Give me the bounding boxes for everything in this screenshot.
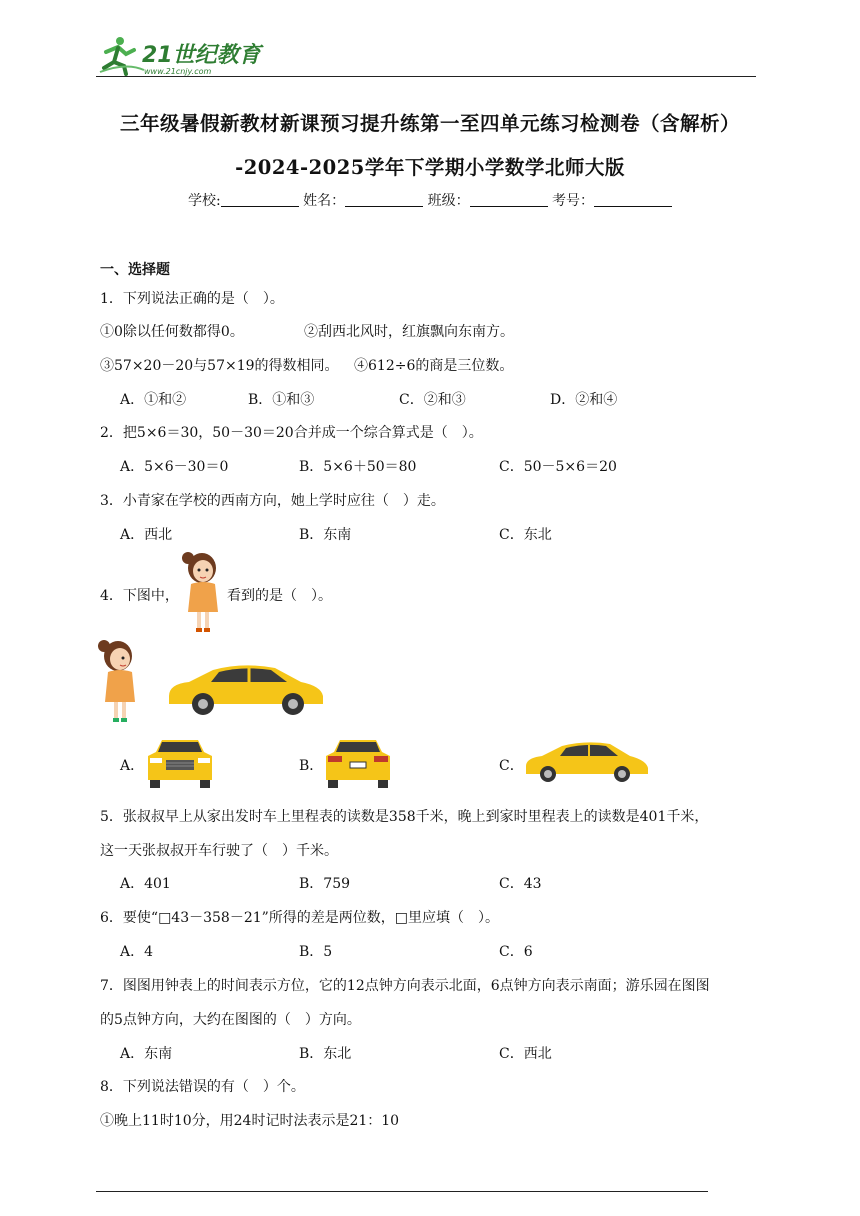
q1-statement-3: ③57×20－20与57×19的得数相同。 bbox=[100, 358, 339, 374]
q2-stem: 2．把5×6＝30，50－30＝20合并成一个综合算式是（ ）。 bbox=[100, 425, 483, 441]
q1-statement-2: ②刮西北风时，红旗飘向东南方。 bbox=[304, 324, 514, 340]
q5-option-c[interactable]: C．43 bbox=[499, 876, 542, 892]
q1-statement-4: ④612÷6的商是三位数。 bbox=[354, 358, 514, 374]
q2-option-a[interactable]: A．5×6－30＝0 bbox=[120, 459, 229, 475]
girl-figure-large bbox=[96, 638, 142, 726]
site-logo bbox=[96, 32, 266, 78]
q5-stem-line-2: 这一天张叔叔开车行驶了（ ）千米。 bbox=[100, 843, 338, 859]
q1-option-b[interactable]: B．①和③ bbox=[248, 392, 315, 408]
q4-stem-after: 看到的是（ ）。 bbox=[227, 588, 332, 604]
student-info-line bbox=[0, 190, 860, 210]
title-line-1: 三年级暑假新教材新课预习提升练第一至四单元练习检测卷（含解析） bbox=[119, 112, 740, 135]
q1-option-a[interactable]: A．①和② bbox=[120, 392, 187, 408]
q4-option-c[interactable]: C． bbox=[499, 758, 524, 774]
q3-option-b[interactable]: B．东南 bbox=[299, 527, 352, 543]
girl-figure-small bbox=[178, 550, 228, 636]
q2-option-b[interactable]: B．5×6＋50＝80 bbox=[299, 459, 417, 475]
q7-option-c[interactable]: C．西北 bbox=[499, 1046, 552, 1062]
class-label: 班级： bbox=[427, 193, 470, 209]
q4-option-a[interactable]: A． bbox=[120, 758, 145, 774]
q1-option-c[interactable]: C．②和③ bbox=[399, 392, 466, 408]
q7-option-b[interactable]: B．东北 bbox=[299, 1046, 352, 1062]
logo-text: 21世纪教育 bbox=[142, 43, 261, 68]
school-blank[interactable] bbox=[221, 193, 299, 207]
footer-rule bbox=[96, 1191, 708, 1192]
exam-no-blank[interactable] bbox=[594, 193, 672, 207]
car-side-view-icon[interactable] bbox=[522, 740, 650, 784]
q7-stem-line-1: 7．图图用钟表上的时间表示方位，它的12点钟方向表示北面，6点钟方向表示南面；游乐园在图图 bbox=[100, 978, 710, 994]
q8-statement-1: ①晚上11时10分，用24时记时法表示是21：10 bbox=[100, 1113, 400, 1129]
q5-option-a[interactable]: A．401 bbox=[120, 876, 171, 892]
q3-option-c[interactable]: C．东北 bbox=[499, 527, 552, 543]
car-front-view-icon[interactable] bbox=[144, 736, 216, 788]
q1-statement-1: ①0除以任何数都得0。 bbox=[100, 324, 244, 340]
q4-option-b[interactable]: B． bbox=[299, 758, 324, 774]
name-blank[interactable] bbox=[345, 193, 423, 207]
q4-stem-before: 4．下图中， bbox=[100, 588, 179, 604]
q1-stem: 1．下列说法正确的是（ ）。 bbox=[100, 291, 284, 307]
q6-option-c[interactable]: C．6 bbox=[499, 944, 533, 960]
name-label: 姓名： bbox=[303, 193, 346, 209]
title-line-2: -2024-2025学年下学期小学数学北师大版 bbox=[235, 156, 625, 179]
q6-stem: 6．要使“□43－358－21”所得的差是两位数，□里应填（ ）。 bbox=[100, 910, 500, 926]
q3-stem: 3．小青家在学校的西南方向，她上学时应往（ ）走。 bbox=[100, 493, 445, 509]
header-rule bbox=[96, 76, 756, 77]
q2-option-c[interactable]: C．50－5×6＝20 bbox=[499, 459, 617, 475]
q6-option-b[interactable]: B．5 bbox=[299, 944, 333, 960]
q5-option-b[interactable]: B．759 bbox=[299, 876, 351, 892]
car-side-view-scene bbox=[163, 660, 327, 718]
car-rear-view-icon[interactable] bbox=[322, 736, 394, 788]
section-title: 一、选择题 bbox=[100, 262, 170, 278]
q6-option-a[interactable]: A．4 bbox=[120, 944, 154, 960]
class-blank[interactable] bbox=[470, 193, 548, 207]
logo-url: www.21cnjy.com bbox=[144, 67, 212, 76]
q1-option-d[interactable]: D．②和④ bbox=[550, 392, 618, 408]
exam-no-label: 考号： bbox=[552, 193, 595, 209]
q7-option-a[interactable]: A．东南 bbox=[120, 1046, 173, 1062]
q7-stem-line-2: 的5点钟方向，大约在图图的（ ）方向。 bbox=[100, 1012, 361, 1028]
q3-option-a[interactable]: A．西北 bbox=[120, 527, 173, 543]
q8-stem: 8．下列说法错误的有（ ）个。 bbox=[100, 1079, 305, 1095]
school-label: 学校: bbox=[187, 193, 221, 209]
q5-stem-line-1: 5．张叔叔早上从家出发时车上里程表的读数是358千米，晚上到家时里程表上的读数是401千米， bbox=[100, 809, 709, 825]
